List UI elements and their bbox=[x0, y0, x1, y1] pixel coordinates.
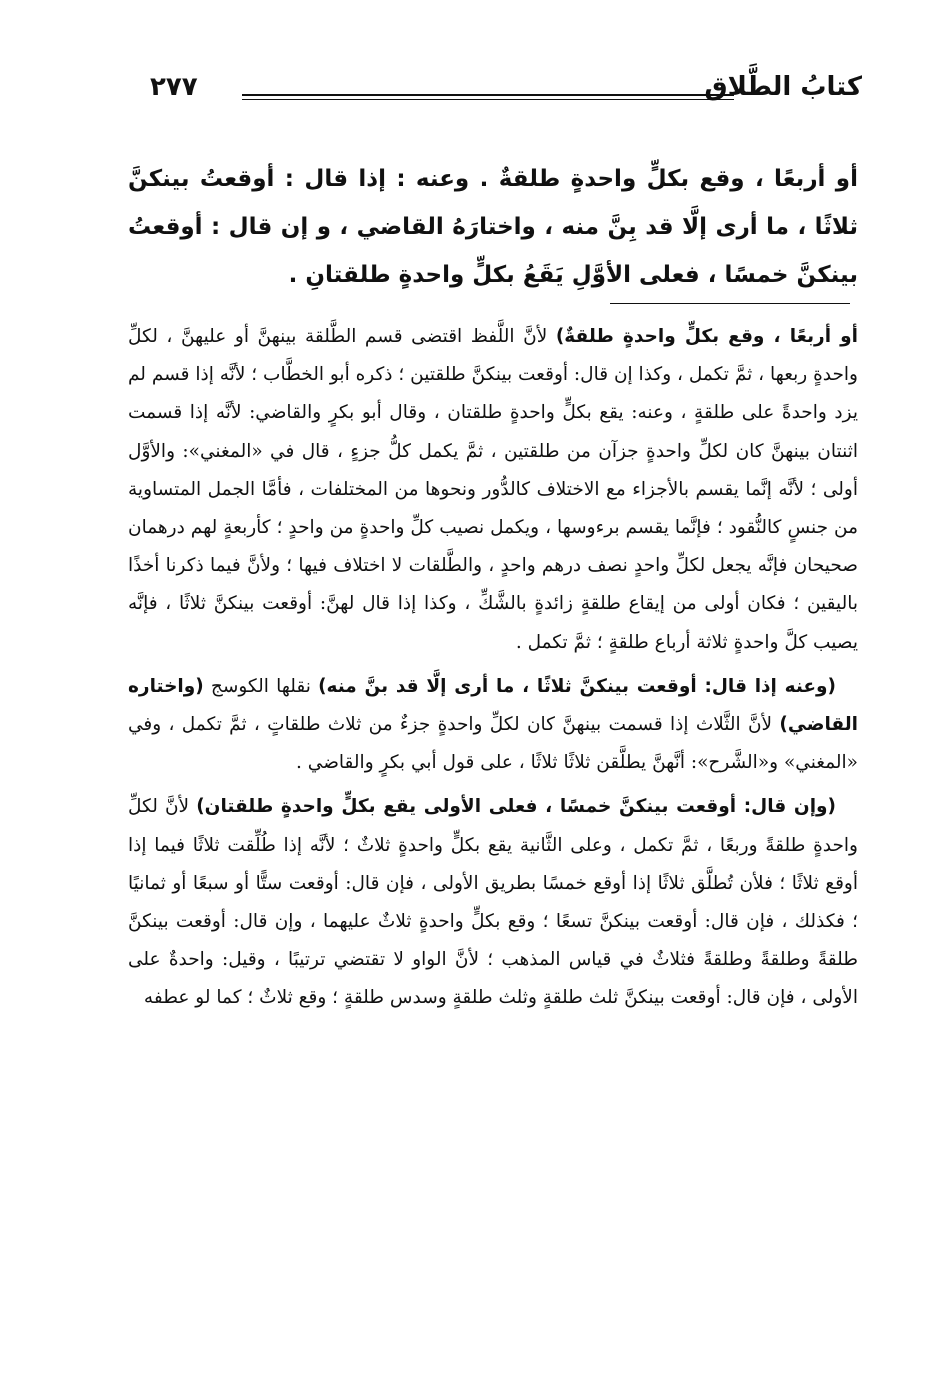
sharh-paragraph-2 bbox=[128, 668, 858, 783]
sharh-p2-body-1: نقلها الكوسج bbox=[203, 675, 319, 697]
sharh-p2-quote-1: (وعنه إذا قال: أوقعت بينكنَّ ثلاثًا ، ما أرى إلَّا قد بنَّ منه) bbox=[318, 675, 836, 697]
page-number: ٢٧٧ bbox=[150, 72, 198, 102]
page-header bbox=[150, 72, 862, 112]
sharh-p1-quote: أو أربعًا ، وقع بكلٍّ واحدةٍ طلقةٌ) bbox=[555, 326, 858, 347]
sharh-p3-quote: (وإن قال: أوقعت بينكنَّ خمسًا ، فعلى الأولى يقع بكلٍّ واحدةٍ طلقتان) bbox=[196, 796, 837, 818]
sharh-p2-body-2: لأنَّ الثَّلاث إذا قسمت بينهنَّ كان لكلِّ واحدةٍ جزءٌ من ثلاث طلقاتٍ ، ثمَّ تكمل ، وفي «المغني» و«الشَّرح»: أنَّهنَّ يطلَّقن ثلاثًا ثلاثًا ، على قول أبي بكرٍ والقاضي . bbox=[128, 714, 858, 774]
sharh-paragraph-3 bbox=[128, 788, 858, 1017]
sharh-p2-quote-2: (واختاره القاضي) bbox=[128, 675, 858, 736]
sharh-paragraph-1 bbox=[128, 318, 858, 662]
matn-separator bbox=[610, 303, 850, 304]
matn-text bbox=[128, 155, 858, 299]
matn-paragraph: أو أربعًا ، وقع بكلٍّ واحدةٍ طلقةٌ . وعنه : إذا قال : أوقعتُ بينكنَّ ثلاثًا ، ما أرى إلَّا قد بِنَّ منه ، واختارَهُ القاضي ، و إن قال : أوقعتُ بينكنَّ خمسًا ، فعلى الأوَّلِ يَقَعُ بكلٍّ واحدةٍ طلقتانِ . bbox=[128, 166, 858, 288]
chapter-title: كتابُ الطَّلاق bbox=[704, 72, 862, 102]
sharh-p3-body: لأنَّ لكلِّ واحدةٍ طلقةً وربعًا ، ثمَّ تكمل ، وعلى الثَّانية يقع بكلٍّ واحدةٍ ثلاثٌ ؛ لأنَّه إذا طُلِّقت ثلاثًا فيما إذا أوقع ثلاثًا ؛ فلأن تُطلَّق ثلاثًا إذا أوقع خمسًا بطريق الأولى ، فإن قال: أوقعت ستًّا أو سبعًا أو ثمانيًا ؛ فكذلك ، فإن قال: أوقعت بينكنَّ تسعًا ؛ وقع بكلٍّ واحدةٍ ثلاثٌ عليهما ، وإن قال: أوقعت بينكنَّ طلقةً وطلقةً وطلقةً فثلاثٌ في قياس المذهب ؛ لأنَّ الواو لا تقتضي ترتيبًا ، وقيل: واحدةٌ على الأولى ، فإن قال: أوقعت بينكنَّ ثلث طلقةٍ وثلث طلقةٍ وسدس طلقةٍ ؛ وقع ثلاثٌ ؛ كما لو عطفه bbox=[128, 796, 858, 1009]
sharh-p1-body: لأنَّ اللَّفظ اقتضى قسم الطَّلقة بينهنَّ أو عليهنَّ ، لكلِّ واحدةٍ ربعها ، ثمَّ تكمل ، وكذا إن قال: أوقعت بينكنَّ طلقتين ؛ ذكره أبو الخطَّاب ؛ لأنَّه إذا قسم لم يزد واحدةً على طلقةٍ ، وعنه: يقع بكلٍّ واحدةٍ طلقتان ، وقال أبو بكرٍ والقاضي: لأنَّه إذا قسمت اثنتان بينهنَّ كان لكلِّ واحدةٍ جزآن من طلقتين ، ثمَّ يكمل كلُّ جزءٍ ، قال في «المغني»: والأوَّل أولى ؛ لأنَّه إنَّما يقسم بالأجزاء مع الاختلاف كالدُّور ونحوها من المختلفات ، فأمَّا الجمل المتساوية من جنسٍ كالنُّقود ؛ فإنَّما يقسم برءوسها ، ويكمل نصيب كلِّ واحدةٍ من واحدٍ ؛ كأربعةٍ لهم درهمان صحيحان فإنَّه يجعل لكلِّ واحدٍ نصف درهم واحدٍ ، والطَّلقات لا اختلاف فيها ؛ ولأنَّ فيما ذكرنا أخذًا باليقين ؛ فكان أولى من إيقاع طلقةٍ زائدةٍ بالشَّكِّ ، وكذا إذا قال لهنَّ: أوقعت بينكنَّ ثلاثًا ، فإنَّه يصيب كلَّ واحدةٍ ثلاثة أرباع طلقةٍ ؛ ثمَّ تكمل . bbox=[128, 326, 858, 653]
header-rule bbox=[242, 94, 734, 100]
sharh-text bbox=[128, 318, 858, 1024]
